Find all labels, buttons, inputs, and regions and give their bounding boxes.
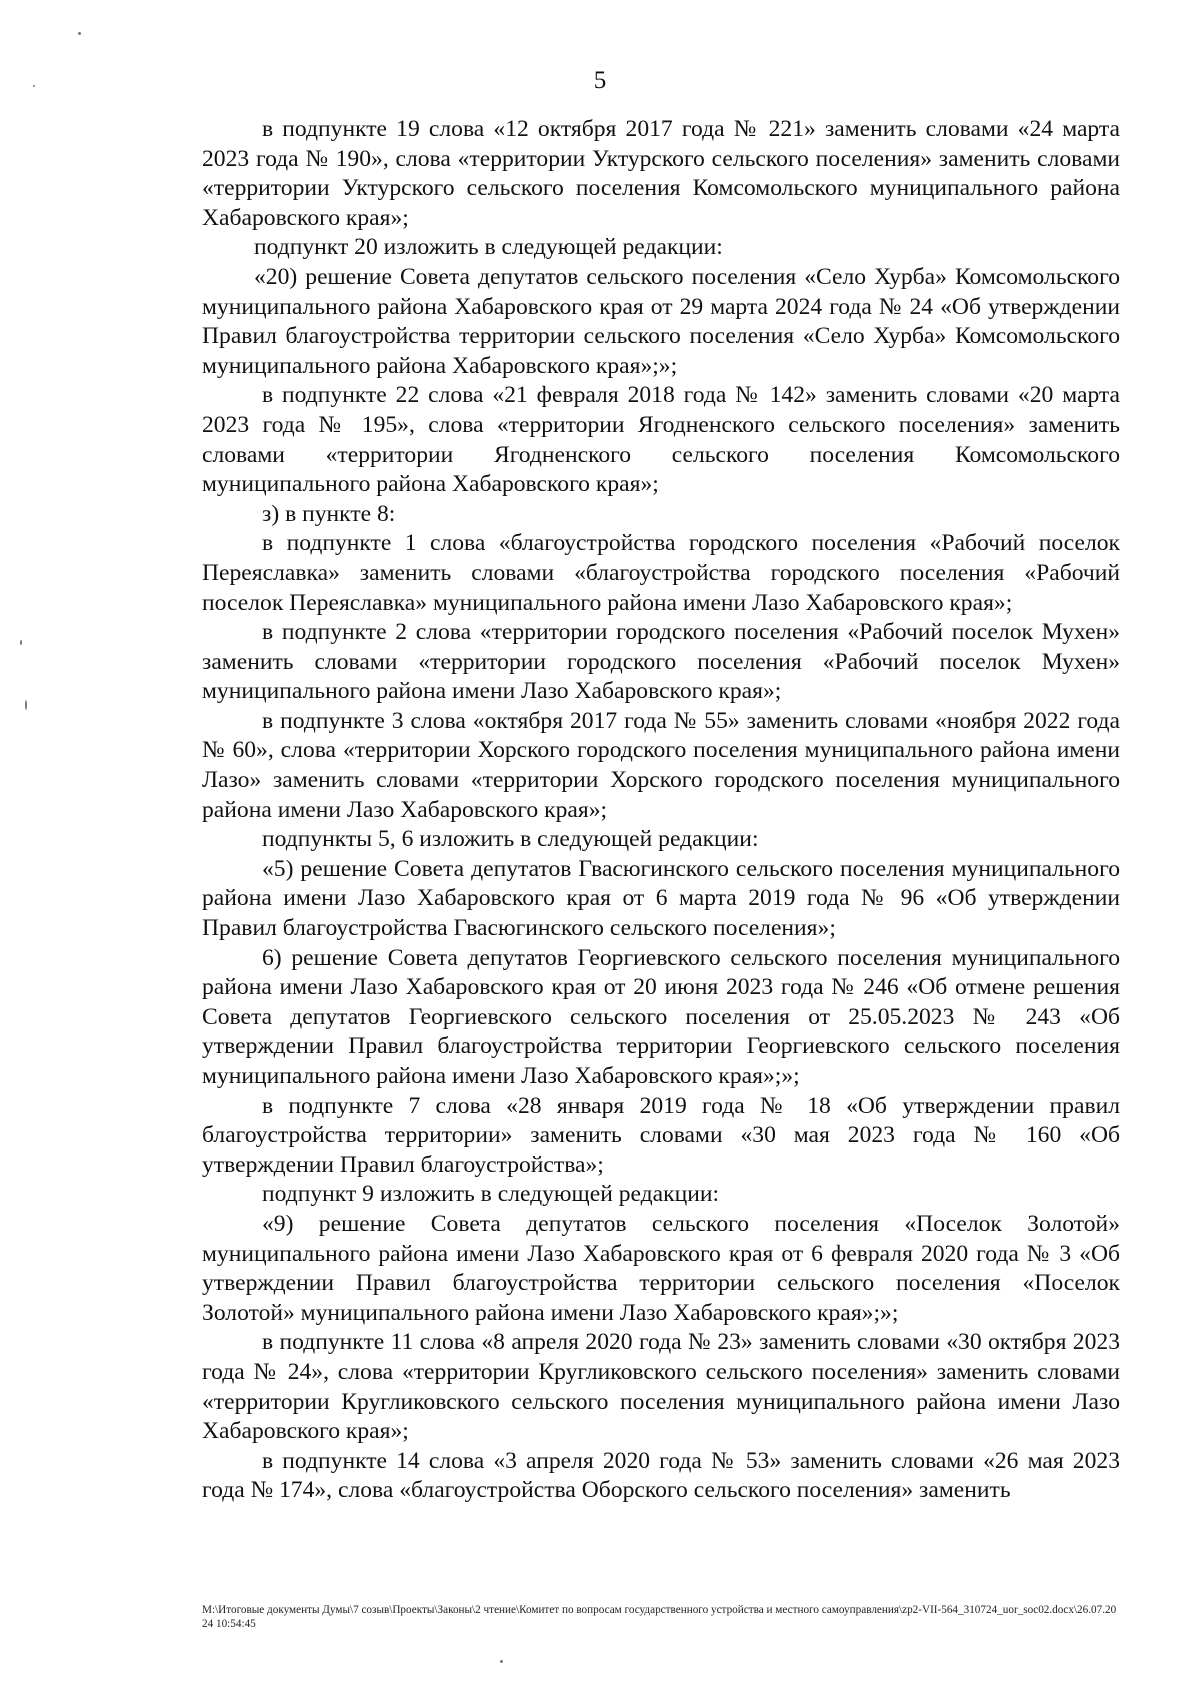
paragraph: подпункт 9 изложить в следующей редакции: [262,1181,720,1208]
paragraph: в подпункте 7 слова «28 января 2019 года № 18 «Об утверждении правил благоустройства территории» заменить словами «30 мая 2023 года № 160 «Об утверждении Правил благоустройства»; [202,1092,1120,1178]
paragraph: в подпункте 14 слова «3 апреля 2020 года № 53» заменить словами «26 мая 2023 года № 174», слова «благоустройства Оборского сельского поселения» заменить [202,1447,1120,1504]
paragraph: подпункт 20 изложить в следующей редакции: [254,234,723,261]
scan-speck [20,640,22,645]
paragraph: в подпункте 1 слова «благоустройства городского поселения «Рабочий поселок Переяславка» заменить словами «благоустройства городского поселения «Рабочий поселок Переяславка» муниципального района имени Лазо Хабаровского края»; [202,530,1120,616]
scan-speck [33,85,35,87]
paragraph: «20) решение Совета депутатов сельского поселения «Село Хурба» Комсомольского муниципального района Хабаровского края от 29 марта 2024 года № 24 «Об утверждении Правил благоустройства территории сельского поселения «Село Хурба» Комсомольского муниципального района Хабаровского края»;»; [202,263,1120,379]
paragraph: в подпункте 3 слова «октября 2017 года № 55» заменить словами «ноября 2022 года № 60», слова «территории Хорского городского поселения муниципального района имени Лазо» заменить словами «территории Хорского городского поселения муниципального района имени Лазо Хабаровского края»; [202,707,1120,823]
page-number: 5 [593,67,607,94]
file-path-footer: M:\Итоговые документы Думы\7 созыв\Проекты\Законы\2 чтение\Комитет по вопросам государственного устройства и местного самоуправления\zp2-VII-564_310724_uor_soc02.docx\26.07.2024 10:54:45 [202,1604,1117,1630]
paragraph: в подпункте 2 слова «территории городского поселения «Рабочий поселок Мухен» заменить словами «территории городского поселения «Рабочий поселок Мухен» муниципального района имени Лазо Хабаровского края»; [202,619,1120,705]
scan-speck [25,700,27,710]
paragraph: подпункты 5, 6 изложить в следующей редакции: [262,826,759,853]
scan-speck [78,32,81,35]
paragraph: 6) решение Совета депутатов Георгиевского сельского поселения муниципального района имени Лазо Хабаровского края от 20 июня 2023 года № 246 «Об отмене решения Совета депутатов Георгиевского сельского поселения от 25.05.2023 № 243 «Об утверждении Правил благоустройства территории Георгиевского сельского поселения муниципального района имени Лазо Хабаровского края»;»; [202,944,1120,1089]
paragraph: в подпункте 19 слова «12 октября 2017 года № 221» заменить словами «24 марта 2023 года № 190», слова «территории Уктурского сельского поселения» заменить словами «территории Уктурского сельского поселения Комсомольского муниципального района Хабаровского края»; [202,116,1120,231]
paragraph: в подпункте 11 слова «8 апреля 2020 года № 23» заменить словами «30 октября 2023 года № 24», слова «территории Кругликовского сельского поселения» заменить словами «территории Кругликовского сельского поселения муниципального района имени Лазо Хабаровского края»; [202,1329,1120,1445]
scan-speck [500,1660,503,1663]
paragraph: в подпункте 22 слова «21 февраля 2018 года № 142» заменить словами «20 марта 2023 года № 195», слова «территории Ягодненского сельского поселения» заменить словами «территории Ягодненского сельского поселения Комсомольского муниципального района Хабаровского края»; [202,382,1120,498]
paragraph: «9) решение Совета депутатов сельского поселения «Поселок Золотой» муниципального района имени Лазо Хабаровского края от 6 февраля 2020 года № 3 «Об утверждении Правил благоустройства территории сельского поселения «Поселок Золотой» муниципального района имени Лазо Хабаровского края»;»; [202,1210,1120,1326]
paragraph: з) в пункте 8: [262,500,396,527]
document-body [202,115,1120,1506]
paragraph: «5) решение Совета депутатов Гвасюгинского сельского поселения муниципального района имени Лазо Хабаровского края от 6 марта 2019 года № 96 «Об утверждении Правил благоустройства Гвасюгинского сельского поселения»; [202,855,1120,942]
